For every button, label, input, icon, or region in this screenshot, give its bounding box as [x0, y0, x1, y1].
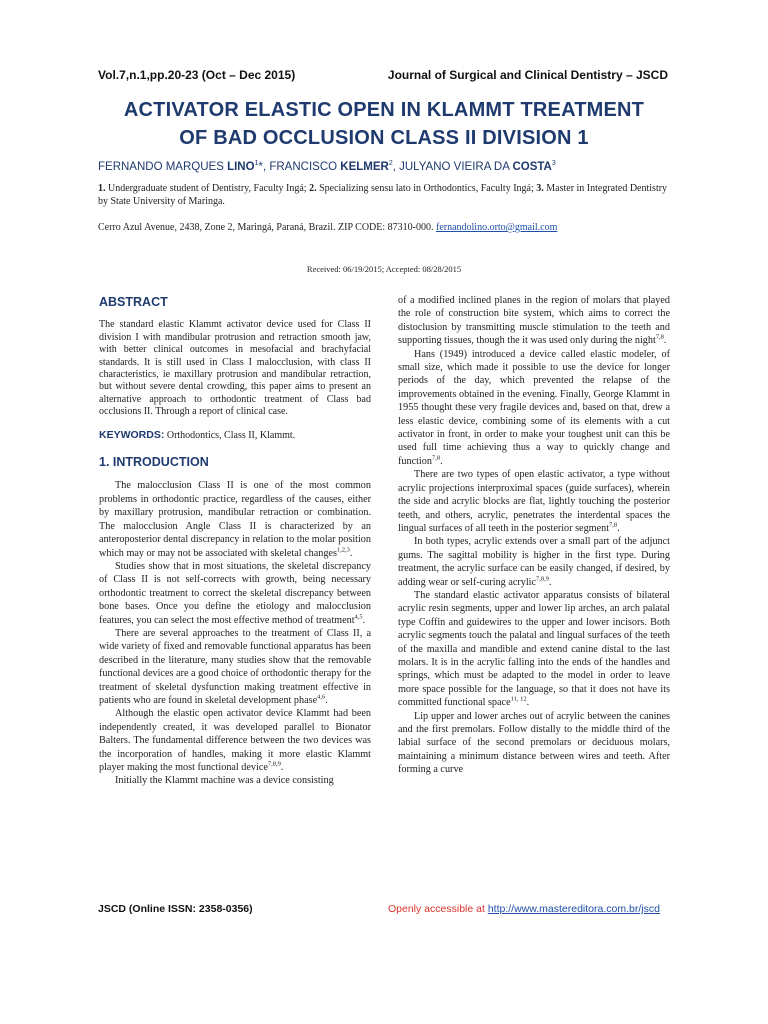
corresponding-mark: *, — [258, 160, 270, 173]
intro-p2-ref: 4,5 — [354, 613, 363, 621]
affil-1-text: Undergraduate student of Dentistry, Faculty Ingá; — [105, 183, 310, 194]
footer-issn: JSCD (Online ISSN: 2358-0356) — [98, 903, 253, 915]
footer-access — [388, 903, 660, 915]
keywords-text: Orthodontics, Class II, Klammt. — [164, 429, 296, 441]
right-paragraph-3 — [398, 468, 670, 535]
author-1-sup: 1 — [254, 160, 259, 167]
intro-p4-text: Although the elastic open activator device Klammt had been independently created, it was developed parallel to Bionator Balters. The fundamental difference between the two devices was the incorporation of handles, making it more elastic Klammt player making the most functional device — [99, 708, 371, 773]
journal-name: Journal of Surgical and Clinical Dentistry – JSCD — [387, 68, 668, 82]
right-paragraph-4 — [398, 535, 670, 589]
keywords-label: KEYWORDS: — [99, 428, 165, 441]
affil-1-num: 1. — [98, 183, 106, 194]
right-p1-text: of a modified inclined planes in the region of molars that played the role of construction bite system, which aims to correct the distoclusion by transmitting muscle stimulation to the teeth and supporting tissues, though the it was used only during the night — [398, 295, 670, 347]
received-accepted-dates: Received: 06/19/2015; Accepted: 08/28/2015 — [306, 264, 462, 274]
right-column — [398, 294, 670, 777]
intro-p2-text: Studies show that in most situations, the skeletal discrepancy of Class II is not self-corrects with growth, being necessary orthodontic treatment to correct the skeletal discrepancy between bone bases. Once you define the etiology and malocclusion features, you can select the most effective method of treatment — [99, 560, 371, 626]
left-column — [99, 294, 371, 788]
right-paragraph-2 — [398, 348, 670, 469]
author-3-given: JULYANO VIEIRA DA — [399, 160, 513, 173]
author-2-family: KELMER — [340, 160, 389, 173]
intro-p1-end: . — [349, 547, 353, 559]
right-p1-end: . — [663, 335, 667, 347]
author-separator: , — [392, 160, 400, 173]
email-link[interactable]: fernandolino.orto@gmail.com — [435, 222, 558, 233]
author-3-family: COSTA — [512, 160, 552, 173]
affil-2-num: 2. — [309, 183, 317, 194]
abstract-heading: ABSTRACT — [99, 295, 168, 309]
article-title — [60, 96, 708, 152]
correspondence-address — [98, 222, 557, 233]
footer-access-text: Openly accessible at — [388, 903, 488, 915]
address-text: Cerro Azul Avenue, 2438, Zone 2, Maringá, Paraná, Brazil. ZIP CODE: 87310-000. — [98, 222, 436, 233]
author-3-sup: 3 — [551, 160, 556, 167]
right-p2-text: Hans (1949) introduced a device called elastic modeler, of small size, which made it possible to use the device for longer periods of the day, which prevented the relapse of the improvements obtained in the evening. Finally, George Klammt in 1955 thought these very fragile devices and, based on that, drew a less elastic device, combining some of its elements with a cut activator in front, in order to make your toughest unit can this be used full time achieving thus a way to quickly change and function — [398, 348, 670, 467]
intro-p3-end: . — [325, 694, 328, 706]
intro-paragraph-1 — [99, 479, 371, 559]
introduction-heading: 1. INTRODUCTION — [99, 455, 209, 470]
intro-p3-ref: 4,6 — [317, 693, 326, 701]
affil-2-text: Specializing sensu lato in Orthodontics, Faculty Ingá; — [316, 183, 537, 194]
right-p3-end: . — [617, 522, 620, 534]
keywords — [99, 429, 371, 442]
right-p1-ref: 7,8 — [655, 333, 664, 341]
title-line-1: ACTIVATOR ELASTIC OPEN IN KLAMMT TREATMENT — [123, 99, 645, 121]
intro-paragraph-4 — [99, 707, 371, 774]
intro-paragraph-3 — [99, 627, 371, 707]
journal-volume: Vol.7,n.1,pp.20-23 (Oct – Dec 2015) — [98, 68, 296, 82]
author-2-sup: 2 — [388, 160, 393, 167]
author-1-family: LINO — [227, 160, 255, 173]
right-paragraph-1 — [398, 294, 670, 348]
author-1-given: FERNANDO MARQUES — [98, 160, 228, 173]
right-p5-end: . — [526, 697, 530, 709]
right-p4-end: . — [549, 576, 552, 588]
author-2-given: FRANCISCO — [269, 160, 341, 173]
right-p4-text: In both types, acrylic extends over a small part of the adjunct gums. The sagittal mobility is higher in the first type. During treatment, the acrylic surface can be easily changed, if desired, by adding wear or self-curing acrylic — [398, 536, 670, 588]
right-p5-text: The standard elastic activator apparatus consists of bilateral acrylic resin segments, upper and lower lip arches, an arch palatal type Coffin and guidewires to the upper and lower incisors. Both acrylic segments touch the palatal and lingual surfaces of the teeth of the maxilla and mandible and extend canine distal to the last molars. It is in the acrylic falling into the ends of the handles and springs, which must be adapted to the model in order to leave more space possible for the language, so that it does not have its committed functional space — [398, 589, 670, 709]
author-list — [98, 160, 556, 173]
right-p3-text: There are two types of open elastic activator, a type without acrylic projections interproximal spaces (guide surfaces), wherein the side and acrylic blocks are flat, lightly touching the posterior teeth, and others, acrylic, penetrates the interdental spaces the lingual surfaces of all teeth in the posterior segment — [398, 469, 670, 534]
intro-p4-end: . — [280, 762, 284, 773]
right-p2-end: . — [440, 455, 443, 467]
right-p3-ref: 7,8 — [609, 521, 618, 529]
affil-3-text: Master in Integrated Dentistry by State University of Maringa. — [98, 183, 668, 207]
right-p2-ref: 7,8 — [431, 454, 441, 462]
intro-p3-text: There are several approaches to the treatment of Class II, a wide variety of fixed and removable functional apparatus has been described in the literature, many studies show that the removable functional devices are a good choice of orthodontic therapy for the treatment of skeletal dysfunction making treatment effective in patients who are found in skeletal development phase — [99, 627, 371, 706]
intro-paragraph-5: Initially the Klammt machine was a device consisting — [115, 775, 334, 787]
intro-paragraph-2 — [99, 560, 371, 627]
intro-p1-ref: 1,2,3 — [336, 546, 350, 554]
intro-p2-end: . — [362, 614, 366, 626]
right-paragraph-5 — [398, 589, 670, 710]
journal-url-link[interactable]: http://www.mastereditora.com.br/jscd — [487, 903, 660, 915]
intro-p1-text: The malocclusion Class II is one of the most common problems in orthodontic practice, regardless of the causes, either by maxillary protrusion, mandibular retraction or combination. The malocclusion Angle Class II is characterized by an anteroposterior dental discrepancy in relation to the molar position which may or may not be associated with skeletal changes — [99, 480, 371, 559]
title-line-2: OF BAD OCCLUSION CLASS II DIVISION 1 — [179, 127, 589, 149]
right-p5-ref: 11, 12 — [510, 695, 527, 703]
right-paragraph-6: Lip upper and lower arches out of acrylic between the canines and the first premolars. Follow distally to the middle third of the labial surface of the second premolars or deciduous molars, maintaining a minimum distance between wires and teeth. After forming a curve — [398, 710, 670, 776]
affiliations — [98, 182, 668, 208]
affil-3-num: 3. — [536, 183, 544, 194]
intro-p4-ref: 7,8,9 — [267, 760, 281, 768]
abstract-text: The standard elastic Klammt activator device used for Class II division I with mandibular protrusion and retraction smooth jaw, with better clinical outcomes in mesofacial and brachyfacial standards. It is still used in Class I malocclusion, with class II characteristics, ie maxillary protrusion and mandibular retraction, but without severe dental crowding, this paper aims to present an alternative approach to orthodontic treatment of Class bad occlusions II. Through a report of clinical case. — [99, 319, 371, 418]
right-p4-ref: 7,8,9 — [536, 575, 550, 583]
